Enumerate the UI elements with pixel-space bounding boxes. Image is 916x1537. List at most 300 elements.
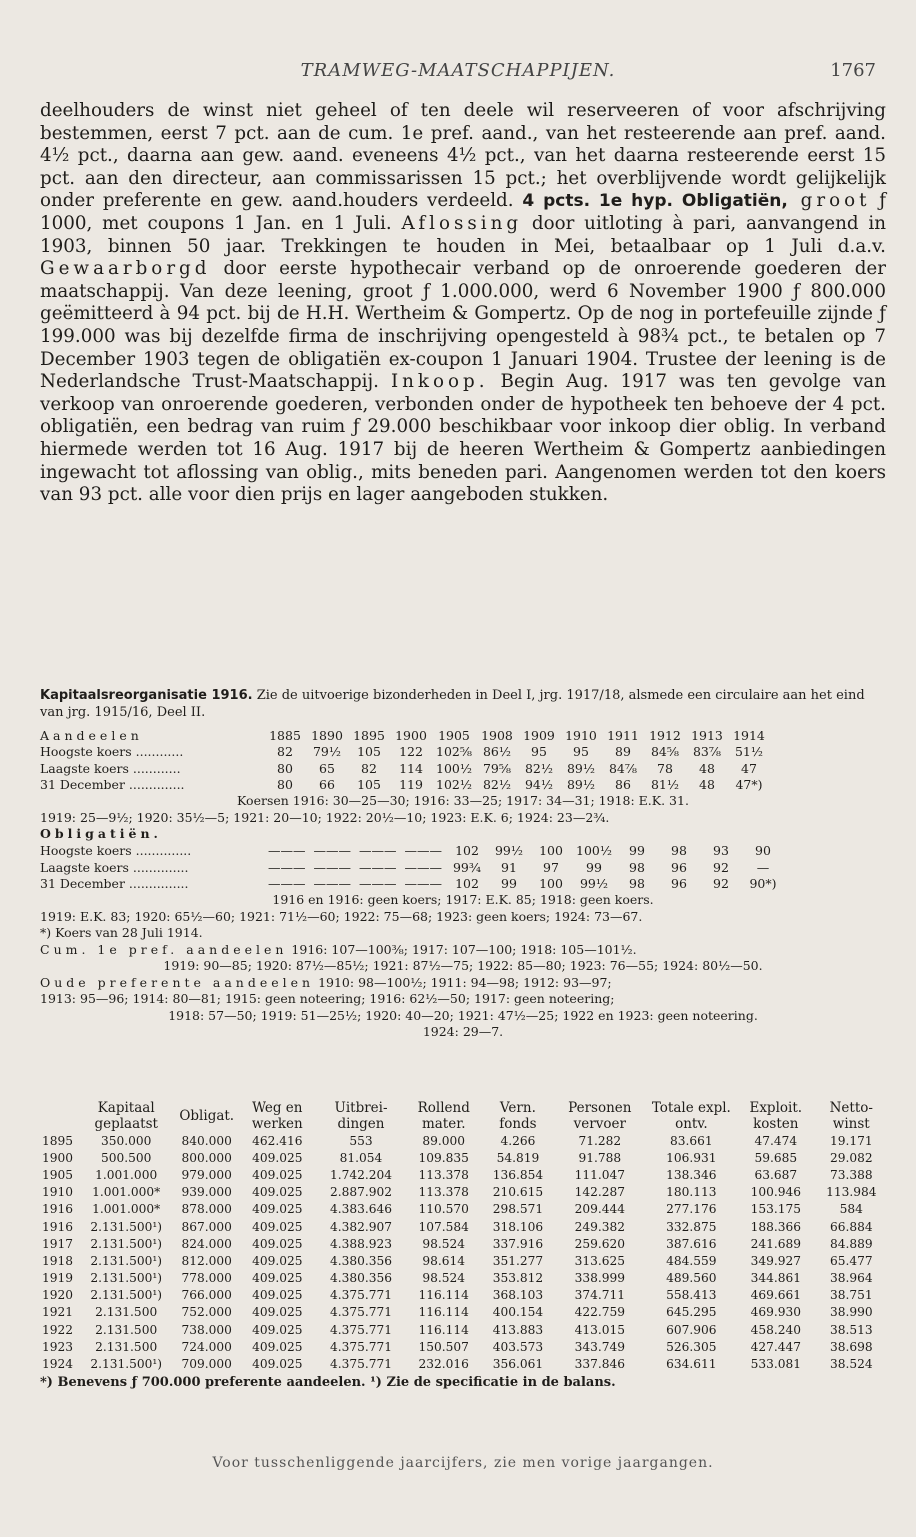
finance-column-header: Totale expl. ontv. xyxy=(651,1100,731,1132)
quote-cell: 79⅝ xyxy=(482,760,511,776)
obligatien-note-2: 1919: E.K. 83; 1920: 65½—60; 1921: 71½—60; 1922: 75—68; 1923: geen koers; 1924: 73—67. xyxy=(40,908,643,924)
finance-cell: 38.513 xyxy=(829,1322,873,1337)
finance-cell: 840.000 xyxy=(181,1133,232,1148)
quote-cell: 122 xyxy=(399,744,423,760)
finance-cell: 47.474 xyxy=(754,1133,798,1148)
finance-cell: 4.375.771 xyxy=(329,1357,393,1372)
quote-cell: 86½ xyxy=(482,744,511,760)
finance-column-header: Uitbrei-dingen xyxy=(334,1100,388,1132)
obligatien-note-3: *) Koers van 28 Juli 1914. xyxy=(40,925,203,940)
finance-cell: 2.131.500 xyxy=(95,1305,158,1320)
empty-dash-cell: ——— xyxy=(359,859,397,875)
finance-row xyxy=(40,1252,886,1269)
text-run: door eerste hypothecair verband op de onroerende goederen der maatschappij. Van deze leening, groot ƒ 1.000.000, werd 6 November 1900 ƒ 800.000 geëmitteerd à 94 pct. bij de H.H. Wertheim & Gompertz. Op de nog in portefeuille zijnde ƒ 199.000 was bij dezelfde firma de inschrijving opengesteld à 98¾ pct., te betalen op 7 December 1903 tegen de obligatiën ex-coupon 1 Januari 1904. Trustee der leening is de Nederlandsche Trust-Maatschappij. xyxy=(40,258,886,393)
quote-cell: 100 xyxy=(539,843,563,859)
quote-cell: 80 xyxy=(277,760,293,776)
empty-dash-cell: ——— xyxy=(313,843,351,859)
finance-year: 1916 xyxy=(42,1219,74,1234)
finance-cell: 338.999 xyxy=(574,1271,626,1286)
finance-cell: 29.082 xyxy=(829,1150,873,1165)
obligatien-title: Obligatiën. xyxy=(40,826,162,841)
finance-cell: 824.000 xyxy=(181,1236,232,1251)
finance-cell: 500.500 xyxy=(100,1150,152,1165)
quote-cell: 92 xyxy=(713,859,729,875)
finance-cell: 71.282 xyxy=(578,1133,622,1148)
finance-cell: 111.047 xyxy=(574,1167,626,1182)
finance-cell: 409.025 xyxy=(252,1339,303,1354)
finance-cell: 142.287 xyxy=(574,1185,626,1200)
finance-cell: 188.366 xyxy=(750,1219,801,1234)
finance-cell: 66.884 xyxy=(829,1219,873,1234)
finance-row xyxy=(40,1218,886,1235)
finance-cell: 413.883 xyxy=(492,1322,544,1337)
finance-year: 1924 xyxy=(42,1357,74,1372)
quote-cell: 84⅞ xyxy=(608,760,637,776)
quote-cell: 93 xyxy=(713,843,729,859)
quote-cell: 99 xyxy=(501,876,517,892)
finance-cell: 232.016 xyxy=(418,1357,469,1372)
cum-pref-line-2: 1919: 90—85; 1920: 87½—85½; 1921: 87½—75; 1922: 85—80; 1923: 76—55; 1924: 80½—50. xyxy=(163,958,763,973)
finance-cell: 979.000 xyxy=(181,1167,232,1182)
finance-cell: 409.025 xyxy=(252,1253,303,1268)
finance-cell: 738.000 xyxy=(181,1322,232,1337)
finance-cell: 337.846 xyxy=(574,1357,626,1372)
finance-cell: 1.001.000 xyxy=(95,1167,158,1182)
spaced-term-run: Inkoop. xyxy=(390,371,489,393)
finance-cell: 109.835 xyxy=(418,1150,469,1165)
finance-column-header: Kapitaal geplaatst xyxy=(94,1100,158,1132)
empty-dash-cell: ——— xyxy=(268,876,306,892)
finance-cell: 752.000 xyxy=(181,1305,232,1320)
finance-cell: 38.964 xyxy=(829,1271,873,1286)
finance-row xyxy=(40,1270,886,1287)
quote-cell: 102⅝ xyxy=(436,744,472,760)
row-label: Hoogste koers .............. xyxy=(40,843,192,859)
finance-cell: 110.570 xyxy=(418,1202,469,1217)
empty-dash-cell: ——— xyxy=(404,843,442,859)
quote-cell: 82½ xyxy=(524,760,553,776)
finance-cell: 526.305 xyxy=(666,1339,717,1354)
bold-heading-run: 4 pcts. 1e hyp. Obligatiën, xyxy=(522,191,788,212)
finance-cell: 153.175 xyxy=(750,1202,801,1217)
quote-cell: 79½ xyxy=(312,744,342,760)
finance-cell: 2.131.500 xyxy=(95,1339,158,1354)
finance-cell: 107.584 xyxy=(418,1219,469,1234)
finance-cell: 427.447 xyxy=(750,1339,801,1354)
empty-dash-cell: ——— xyxy=(313,876,351,892)
finance-cell: 409.025 xyxy=(252,1271,303,1286)
running-title: TRAMWEG-MAATSCHAPPIJEN. xyxy=(300,60,616,81)
quote-cell: 99½ xyxy=(579,876,608,892)
page-header xyxy=(40,60,876,88)
finance-cell: 73.388 xyxy=(829,1167,873,1182)
finance-row xyxy=(40,1149,886,1166)
aandeelen-koersen: Koersen 1916: 30—25—30; 1916: 33—25; 1917: 34—31; 1918: E.K. 31. xyxy=(237,793,689,808)
quote-cell: 82 xyxy=(277,744,293,760)
quote-cell: 96 xyxy=(671,876,687,892)
finance-cell: 116.114 xyxy=(418,1322,469,1337)
finance-cell: 2.131.500¹) xyxy=(90,1357,163,1372)
quote-cell: 86 xyxy=(615,777,631,793)
year-cell: 1912 xyxy=(649,727,681,743)
year-cell: 1890 xyxy=(311,727,343,743)
finance-cell: 344.861 xyxy=(750,1271,801,1286)
quote-cell: 96 xyxy=(671,859,687,875)
finance-cell: 607.906 xyxy=(666,1322,717,1337)
quote-cell: 90*) xyxy=(749,876,777,892)
finance-cell: 100.946 xyxy=(750,1185,801,1200)
finance-cell: 54.819 xyxy=(496,1150,540,1165)
finance-header-row xyxy=(40,1100,886,1132)
year-cell: 1908 xyxy=(481,727,513,743)
quote-cell: 98 xyxy=(671,843,687,859)
finance-cell: 422.759 xyxy=(574,1305,626,1320)
year-cell: 1914 xyxy=(733,727,765,743)
obligatien-rows xyxy=(40,843,784,893)
quote-cell: 105 xyxy=(357,744,381,760)
finance-cell: 458.240 xyxy=(750,1322,801,1337)
finance-cell: 1.001.000* xyxy=(92,1185,161,1200)
main-paragraph xyxy=(40,100,886,507)
finance-cell: 332.875 xyxy=(666,1219,717,1234)
quote-row xyxy=(40,744,770,761)
finance-year: 1905 xyxy=(42,1167,74,1182)
finance-cell: 469.661 xyxy=(750,1288,801,1303)
empty-dash-cell: ——— xyxy=(268,843,306,859)
finance-cell: 38.990 xyxy=(829,1305,873,1320)
quote-cell: 66 xyxy=(319,777,335,793)
finance-cell: 19.171 xyxy=(829,1133,873,1148)
year-cell: 1913 xyxy=(691,727,723,743)
empty-dash-cell: ——— xyxy=(313,859,351,875)
kapitaal-note xyxy=(40,688,886,721)
finance-cell: 98.524 xyxy=(422,1271,466,1286)
finance-cell: 91.788 xyxy=(578,1150,622,1165)
kapitaal-section xyxy=(40,688,886,1041)
row-label: 31 December ............... xyxy=(40,876,189,892)
quote-cell: — xyxy=(756,859,770,875)
finance-year: 1922 xyxy=(42,1322,74,1337)
finance-cell: 349.927 xyxy=(750,1253,801,1268)
finance-year: 1900 xyxy=(42,1150,74,1165)
finance-cell: 778.000 xyxy=(181,1271,232,1286)
quote-cell: 47 xyxy=(741,760,757,776)
oude-pref-line-4: 1924: 29—7. xyxy=(422,1024,504,1039)
finance-cell: 374.711 xyxy=(574,1288,626,1303)
finance-cell: 113.378 xyxy=(418,1167,469,1182)
cum-pref-title: Cum. 1e pref. aandeelen xyxy=(40,941,288,957)
quote-cell: 102½ xyxy=(436,777,472,793)
quote-cell: 82 xyxy=(361,760,377,776)
year-cell: 1909 xyxy=(523,727,555,743)
aandeelen-table xyxy=(40,727,770,793)
quote-cell: 94½ xyxy=(524,777,553,793)
finance-row xyxy=(40,1321,886,1338)
finance-cell: 136.854 xyxy=(492,1167,544,1182)
finance-cell: 409.025 xyxy=(252,1288,303,1303)
year-cell: 1905 xyxy=(438,727,470,743)
finance-cell: 4.375.771 xyxy=(329,1305,393,1320)
finance-cell: 2.131.500 xyxy=(95,1322,158,1337)
kapitaal-text: Zie de uitvoerige bizonderheden in Deel I, jrg. 1917/18, alsmede een circulaire aan het eind van jrg. 1915/16, Deel II. xyxy=(40,688,865,720)
quote-cell: 91 xyxy=(501,859,517,875)
quote-cell: 100½ xyxy=(576,843,612,859)
finance-footnote: *) Benevens ƒ 700.000 preferente aandeelen. ¹) Zie de specificatie in de balans. xyxy=(40,1374,616,1390)
finance-cell: 343.749 xyxy=(574,1339,626,1354)
year-cell: 1885 xyxy=(269,727,301,743)
finance-cell: 469.930 xyxy=(750,1305,801,1320)
finance-cell: 2.131.500¹) xyxy=(90,1288,163,1303)
finance-cell: 584 xyxy=(839,1202,863,1217)
finance-cell: 409.025 xyxy=(252,1150,303,1165)
empty-dash-cell: ——— xyxy=(404,859,442,875)
quote-cell: 99 xyxy=(586,859,602,875)
finance-cell: 2.131.500¹) xyxy=(90,1271,163,1286)
finance-cell: 4.388.923 xyxy=(329,1236,393,1251)
finance-year: 1895 xyxy=(42,1133,74,1148)
text-run: door uitloting à pari, aanvangend in 1903, binnen 50 jaar. Trekkingen te houden in Mei, betaalbaar op 1 Juli d.a.v. xyxy=(40,212,886,257)
finance-cell: 38.698 xyxy=(829,1339,873,1354)
finance-cell: 313.625 xyxy=(574,1253,626,1268)
finance-cell: 209.444 xyxy=(574,1202,626,1217)
finance-cell: 4.380.356 xyxy=(329,1253,393,1268)
finance-cell: 38.524 xyxy=(829,1357,873,1372)
finance-row xyxy=(40,1338,886,1355)
finance-year: 1921 xyxy=(42,1305,74,1320)
finance-year: 1918 xyxy=(42,1253,74,1268)
finance-cell: 409.025 xyxy=(252,1322,303,1337)
spaced-term-run: Aflossing xyxy=(401,212,523,234)
cum-pref-quotes: 1916: 107—100⅜; 1917: 107—100; 1918: 105—101½. xyxy=(287,941,637,957)
finance-cell: 558.413 xyxy=(666,1288,717,1303)
text-run: ƒ 1000, met coupons 1 Jan. en 1 Juli. xyxy=(40,190,886,234)
finance-year: 1917 xyxy=(42,1236,74,1251)
finance-cell: 4.375.771 xyxy=(329,1322,393,1337)
finance-cell: 150.507 xyxy=(418,1339,469,1354)
empty-dash-cell: ——— xyxy=(359,843,397,859)
finance-cell: 709.000 xyxy=(181,1357,232,1372)
quote-cell: 114 xyxy=(399,760,423,776)
finance-cell: 409.025 xyxy=(252,1357,303,1372)
finance-cell: 337.916 xyxy=(492,1236,544,1251)
cum-pref-line xyxy=(40,942,886,959)
finance-cell: 89.000 xyxy=(422,1133,466,1148)
finance-cell: 113.984 xyxy=(826,1185,877,1200)
finance-cell: 106.931 xyxy=(666,1150,717,1165)
page-number: 1767 xyxy=(830,60,876,81)
finance-cell: 409.025 xyxy=(252,1202,303,1217)
aandeelen-title: Aandeelen xyxy=(40,727,143,743)
finance-cell: 241.689 xyxy=(750,1236,801,1251)
finance-cell: 2.131.500¹) xyxy=(90,1236,163,1251)
finance-cell: 939.000 xyxy=(181,1185,232,1200)
finance-column-header: Obligat. xyxy=(179,1108,235,1124)
aandeelen-koersen-2: 1919: 25—9½; 1920: 35½—5; 1921: 20—10; 1922: 20½—10; 1923: E.K. 6; 1924: 23—2¾. xyxy=(40,809,610,825)
quote-cell: 89½ xyxy=(566,760,595,776)
row-label: Hoogste koers ............ xyxy=(40,744,184,760)
finance-cell: 368.103 xyxy=(492,1288,544,1303)
quote-cell: 82½ xyxy=(482,777,511,793)
quote-row xyxy=(40,777,770,794)
finance-cell: 553 xyxy=(349,1133,373,1148)
row-label: 31 December .............. xyxy=(40,777,185,793)
finance-row xyxy=(40,1304,886,1321)
finance-cell: 180.113 xyxy=(666,1185,717,1200)
quote-cell: 119 xyxy=(399,777,423,793)
finance-cell: 489.560 xyxy=(666,1271,717,1286)
finance-row xyxy=(40,1184,886,1201)
finance-year: 1910 xyxy=(42,1185,74,1200)
finance-cell: 138.346 xyxy=(666,1167,717,1182)
finance-cell: 351.277 xyxy=(492,1253,544,1268)
quote-cell: 51½ xyxy=(734,744,763,760)
finance-cell: 116.114 xyxy=(418,1288,469,1303)
finance-cell: 2.131.500¹) xyxy=(90,1219,163,1234)
spaced-term-run: Gewaarborgd xyxy=(40,258,211,280)
finance-cell: 484.559 xyxy=(666,1253,717,1268)
article-body xyxy=(40,100,886,507)
finance-rows xyxy=(40,1132,886,1373)
finance-cell: 413.015 xyxy=(574,1322,626,1337)
quote-cell: 83⅞ xyxy=(692,744,721,760)
finance-cell: 350.000 xyxy=(100,1133,152,1148)
finance-column-header: Personen vervoer xyxy=(568,1100,632,1132)
quote-cell: 89 xyxy=(615,744,631,760)
finance-cell: 1.001.000* xyxy=(92,1202,161,1217)
obligatien-table xyxy=(40,843,784,893)
finance-cell: 462.416 xyxy=(252,1133,303,1148)
finance-cell: 400.154 xyxy=(492,1305,544,1320)
quote-cell: 95 xyxy=(531,744,547,760)
finance-cell: 409.025 xyxy=(252,1167,303,1182)
empty-dash-cell: ——— xyxy=(359,876,397,892)
text-run: deelhouders de winst niet geheel of ten deele wil reserveeren of voor afschrijving bestemmen, eerst 7 pct. aan de cum. 1e pref. aand., van het resteerende aan pref. aand. 4½ pct., daarna aan gew. aand. eveneens 4½ pct., van het daarna resteerende eerst 15 pct. aan den directeur, aan commissarissen 15 pct.; het overblijvende wordt gelijkelijk onder preferente en gew. aand.houders verdeeld. xyxy=(40,100,886,212)
quote-cell: 102 xyxy=(455,843,479,859)
quote-cell: 102 xyxy=(455,876,479,892)
quote-cell: 47*) xyxy=(735,777,763,793)
finance-cell: 318.106 xyxy=(492,1219,544,1234)
obligatien-note-1: 1916 en 1916: geen koers; 1917: E.K. 85; 1918: geen koers. xyxy=(272,892,654,907)
finance-row xyxy=(40,1235,886,1252)
page-footer: Voor tusschenliggende jaarcijfers, zie men vorige jaargangen. xyxy=(212,1455,714,1471)
spaced-term-run: groot xyxy=(787,190,871,212)
finance-cell: 98.614 xyxy=(422,1253,466,1268)
quote-row xyxy=(40,760,770,777)
quote-cell: 81½ xyxy=(650,777,679,793)
kapitaal-heading: Kapitaalsreorganisatie 1916. xyxy=(40,688,253,703)
finance-cell: 81.054 xyxy=(339,1150,383,1165)
finance-cell: 800.000 xyxy=(181,1150,232,1165)
finance-cell: 409.025 xyxy=(252,1236,303,1251)
aandeelen-header-row xyxy=(40,727,770,744)
finance-cell: 38.751 xyxy=(829,1288,873,1303)
finance-cell: 409.025 xyxy=(252,1219,303,1234)
finance-cell: 277.176 xyxy=(666,1202,717,1217)
year-cell: 1900 xyxy=(395,727,427,743)
finance-cell: 83.661 xyxy=(670,1133,713,1148)
aandeelen-rows xyxy=(40,744,770,794)
finance-cell: 65.477 xyxy=(829,1253,873,1268)
finance-cell: 298.571 xyxy=(492,1202,544,1217)
quote-cell: 100½ xyxy=(436,760,472,776)
finance-cell: 4.383.646 xyxy=(329,1202,393,1217)
finance-cell: 766.000 xyxy=(181,1288,232,1303)
finance-cell: 403.573 xyxy=(492,1339,544,1354)
finance-cell: 4.375.771 xyxy=(329,1288,393,1303)
finance-cell: 4.380.356 xyxy=(329,1271,393,1286)
year-cell: 1911 xyxy=(607,727,639,743)
oude-pref-title: Oude preferente aandeelen xyxy=(40,974,315,990)
finance-cell: 356.061 xyxy=(492,1357,544,1372)
finance-cell: 98.524 xyxy=(422,1236,466,1251)
finance-cell: 533.081 xyxy=(750,1357,801,1372)
oude-pref-line-2: 1913: 95—96; 1914: 80—81; 1915: geen noteering; 1916: 62½—50; 1917: geen noteering; xyxy=(40,991,615,1006)
oude-pref-line-3: 1918: 57—50; 1919: 51—25½; 1920: 40—20; 1921: 47½—25; 1922 en 1923: geen noteering. xyxy=(168,1007,758,1023)
text-run: Begin Aug. 1917 was ten gevolge van verkoop van onroerende goederen, verbonden onder de hypotheek ten behoeve der 4 pct. obligatiën, een bedrag van ruim ƒ 29.000 beschikbaar voor inkoop dier oblig. In verband hiermede werden tot 16 Aug. 1917 bij de heeren Wertheim & Gompertz aanbiedingen ingewacht tot aflossing van oblig., mits beneden pari. Aangenomen werden tot den koers van 93 pct. alle voor dien prijs en lager aangeboden stukken. xyxy=(40,371,886,506)
quote-cell: 98 xyxy=(629,859,645,875)
finance-column-header: Rollend mater. xyxy=(417,1100,470,1132)
finance-cell: 4.382.907 xyxy=(329,1219,393,1234)
finance-year: 1919 xyxy=(42,1271,74,1286)
quote-cell: 80 xyxy=(277,777,293,793)
finance-cell: 249.382 xyxy=(574,1219,626,1234)
quote-cell: 99¾ xyxy=(452,859,482,875)
quote-cell: 105 xyxy=(357,777,381,793)
finance-row xyxy=(40,1166,886,1183)
quote-cell: 98 xyxy=(629,876,645,892)
empty-dash-cell: ——— xyxy=(268,859,306,875)
quote-cell: 48 xyxy=(699,777,715,793)
finance-cell: 59.685 xyxy=(754,1150,798,1165)
quote-row xyxy=(40,843,784,860)
quote-cell: 65 xyxy=(319,760,335,776)
year-cell: 1910 xyxy=(565,727,597,743)
quote-row xyxy=(40,876,784,893)
finance-cell: 259.620 xyxy=(574,1236,626,1251)
finance-row xyxy=(40,1287,886,1304)
finance-cell: 409.025 xyxy=(252,1185,303,1200)
finance-section xyxy=(40,1100,886,1391)
finance-table xyxy=(40,1100,886,1373)
quote-cell: 48 xyxy=(699,760,715,776)
finance-cell: 84.889 xyxy=(829,1236,873,1251)
finance-cell: 409.025 xyxy=(252,1305,303,1320)
finance-cell: 645.295 xyxy=(666,1305,717,1320)
finance-row xyxy=(40,1201,886,1218)
finance-column-header: Vern. fonds xyxy=(499,1100,537,1132)
quote-cell: 97 xyxy=(543,859,559,875)
finance-row xyxy=(40,1132,886,1149)
finance-cell: 634.611 xyxy=(666,1357,717,1372)
finance-cell: 387.616 xyxy=(666,1236,717,1251)
quote-row xyxy=(40,859,784,876)
finance-cell: 116.114 xyxy=(418,1305,469,1320)
quote-cell: 92 xyxy=(713,876,729,892)
finance-cell: 867.000 xyxy=(181,1219,232,1234)
finance-row xyxy=(40,1355,886,1372)
finance-column-header xyxy=(40,1100,75,1132)
finance-cell: 210.615 xyxy=(492,1185,544,1200)
quote-cell: 100 xyxy=(539,876,563,892)
finance-year: 1920 xyxy=(42,1288,74,1303)
finance-cell: 1.742.204 xyxy=(329,1167,393,1182)
quote-cell: 95 xyxy=(573,744,589,760)
quote-cell: 90 xyxy=(755,843,771,859)
quote-cell: 99½ xyxy=(494,843,524,859)
finance-column-header: Weg en werken xyxy=(251,1100,303,1132)
finance-year: 1916 xyxy=(42,1202,74,1217)
finance-cell: 812.000 xyxy=(181,1253,232,1268)
